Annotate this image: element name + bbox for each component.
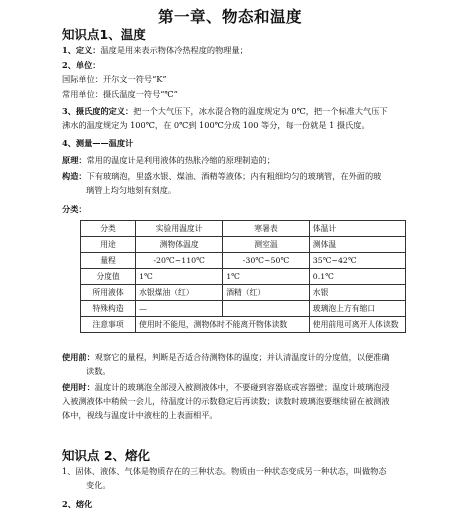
principle-label: 原理： (62, 155, 87, 165)
structure-line2: 璃管上均匀地刻有刻度。 (86, 185, 177, 195)
table-cell: -30℃~50℃ (223, 253, 310, 269)
principle-line (62, 155, 275, 166)
table-row (81, 285, 406, 301)
table-cell: 水银煤油（红） (136, 285, 223, 301)
table-cell: 体温计 (309, 221, 405, 237)
table-row (81, 253, 406, 269)
table-cell: 1℃ (223, 269, 310, 285)
before-use-line2: 读数。 (86, 366, 111, 376)
table-cell: 分度值 (81, 269, 136, 285)
unit-common: 常用单位：摄氏温度一符号“℃” (62, 89, 178, 99)
table-cell: 测体温 (309, 237, 405, 253)
structure-text1: 下有玻璃泡，里盛水银、煤油、酒精等液体；内有粗细均匀的玻璃管，在外面的玻 (86, 171, 382, 181)
melting-label: 2、熔化 (62, 499, 93, 509)
table-cell: 玻璃泡上方有缩口 (309, 301, 405, 317)
table-cell: — (136, 301, 223, 317)
structure-line1 (62, 171, 381, 182)
during-use-text1: 温度计的玻璃泡全部浸入被测液体中，不要碰到容器底或容器壁；温度计玻璃泡浸 (94, 382, 390, 392)
before-use-label: 使用前： (62, 352, 95, 362)
definition-label: 1、定义： (62, 45, 101, 55)
table-cell: 注意事项 (81, 317, 136, 333)
table-cell: 35℃~42℃ (309, 253, 405, 269)
table-cell: 实验用温度计 (136, 221, 223, 237)
table-cell: 所用液体 (81, 285, 136, 301)
measure-label: 4、测量——温度计 (62, 138, 134, 148)
chapter-title: 第一章、物态和温度 (157, 7, 302, 26)
table-cell: 特殊构造 (81, 301, 136, 317)
unit-international: 国际单位：开尔文一符号“K” (62, 74, 167, 84)
thermometer-table (80, 220, 406, 333)
celsius-definition-line2: 沸水的温度规定为 100℃，在 0℃到 100℃分成 100 等分，每一份就是 1 摄氏度。 (62, 120, 370, 130)
during-use-label: 使用时： (62, 382, 95, 392)
table-cell: 使用时不能甩，测物体时不能离开物体读数 (136, 317, 310, 333)
table-cell: 酒精（红） (223, 285, 310, 301)
before-use-line1 (62, 352, 390, 363)
celsius-text1: 把一个大气压下，冰水混合物的温度规定为 0℃，把一个标准大气压下 (133, 106, 388, 116)
classification-label: 分类： (62, 204, 87, 214)
table-row (81, 301, 406, 317)
unit-label: 2、单位： (62, 60, 101, 70)
structure-label: 构造： (62, 171, 87, 181)
table-cell: 量程 (81, 253, 136, 269)
during-use-line2: 入被测液体中稍候一会儿，待温度计的示数稳定后再读数；读数时玻璃泡要继续留在被测液 (62, 396, 390, 406)
table-cell: 0.1℃ (309, 269, 405, 285)
before-use-text1: 观察它的量程，判断是否适合待测物体的温度；并认清温度计的分度值，以便准确 (94, 352, 390, 362)
celsius-label: 3、摄氏度的定义： (62, 106, 134, 116)
definition-line (62, 45, 248, 56)
table-cell: 测物体温度 (136, 237, 223, 253)
table-row (81, 317, 406, 333)
states-line1: 1、固体、液体、气体是物质存在的三种状态。物质由一种状态变成另一种状态，叫做物态 (62, 466, 387, 476)
table-cell (223, 301, 310, 317)
table-cell: 水银 (309, 285, 405, 301)
table-cell: 测室温 (223, 237, 310, 253)
table-cell: 用途 (81, 237, 136, 253)
section1-heading: 知识点1、温度 (62, 27, 146, 42)
definition-text: 温度是用来表示物体冷热程度的物理量； (100, 45, 248, 55)
during-use-line3: 体中，视线与温度计中液柱的上表面相平。 (62, 410, 218, 420)
during-use-line1 (62, 382, 390, 393)
table-cell: -20℃~110℃ (136, 253, 223, 269)
table-cell: 1℃ (136, 269, 223, 285)
table-row (81, 221, 406, 237)
celsius-definition-line1 (62, 106, 388, 117)
section2-heading: 知识点 2、熔化 (62, 448, 151, 463)
table-row (81, 237, 406, 253)
table-cell: 寒暑表 (223, 221, 310, 237)
states-line2: 变化。 (86, 480, 111, 490)
principle-text: 常用的温度计是利用液体的热胀冷缩的原理制造的； (86, 155, 275, 165)
table-cell: 使用前甩可离开人体读数 (309, 317, 405, 333)
table-cell: 分类 (81, 221, 136, 237)
table-row (81, 269, 406, 285)
